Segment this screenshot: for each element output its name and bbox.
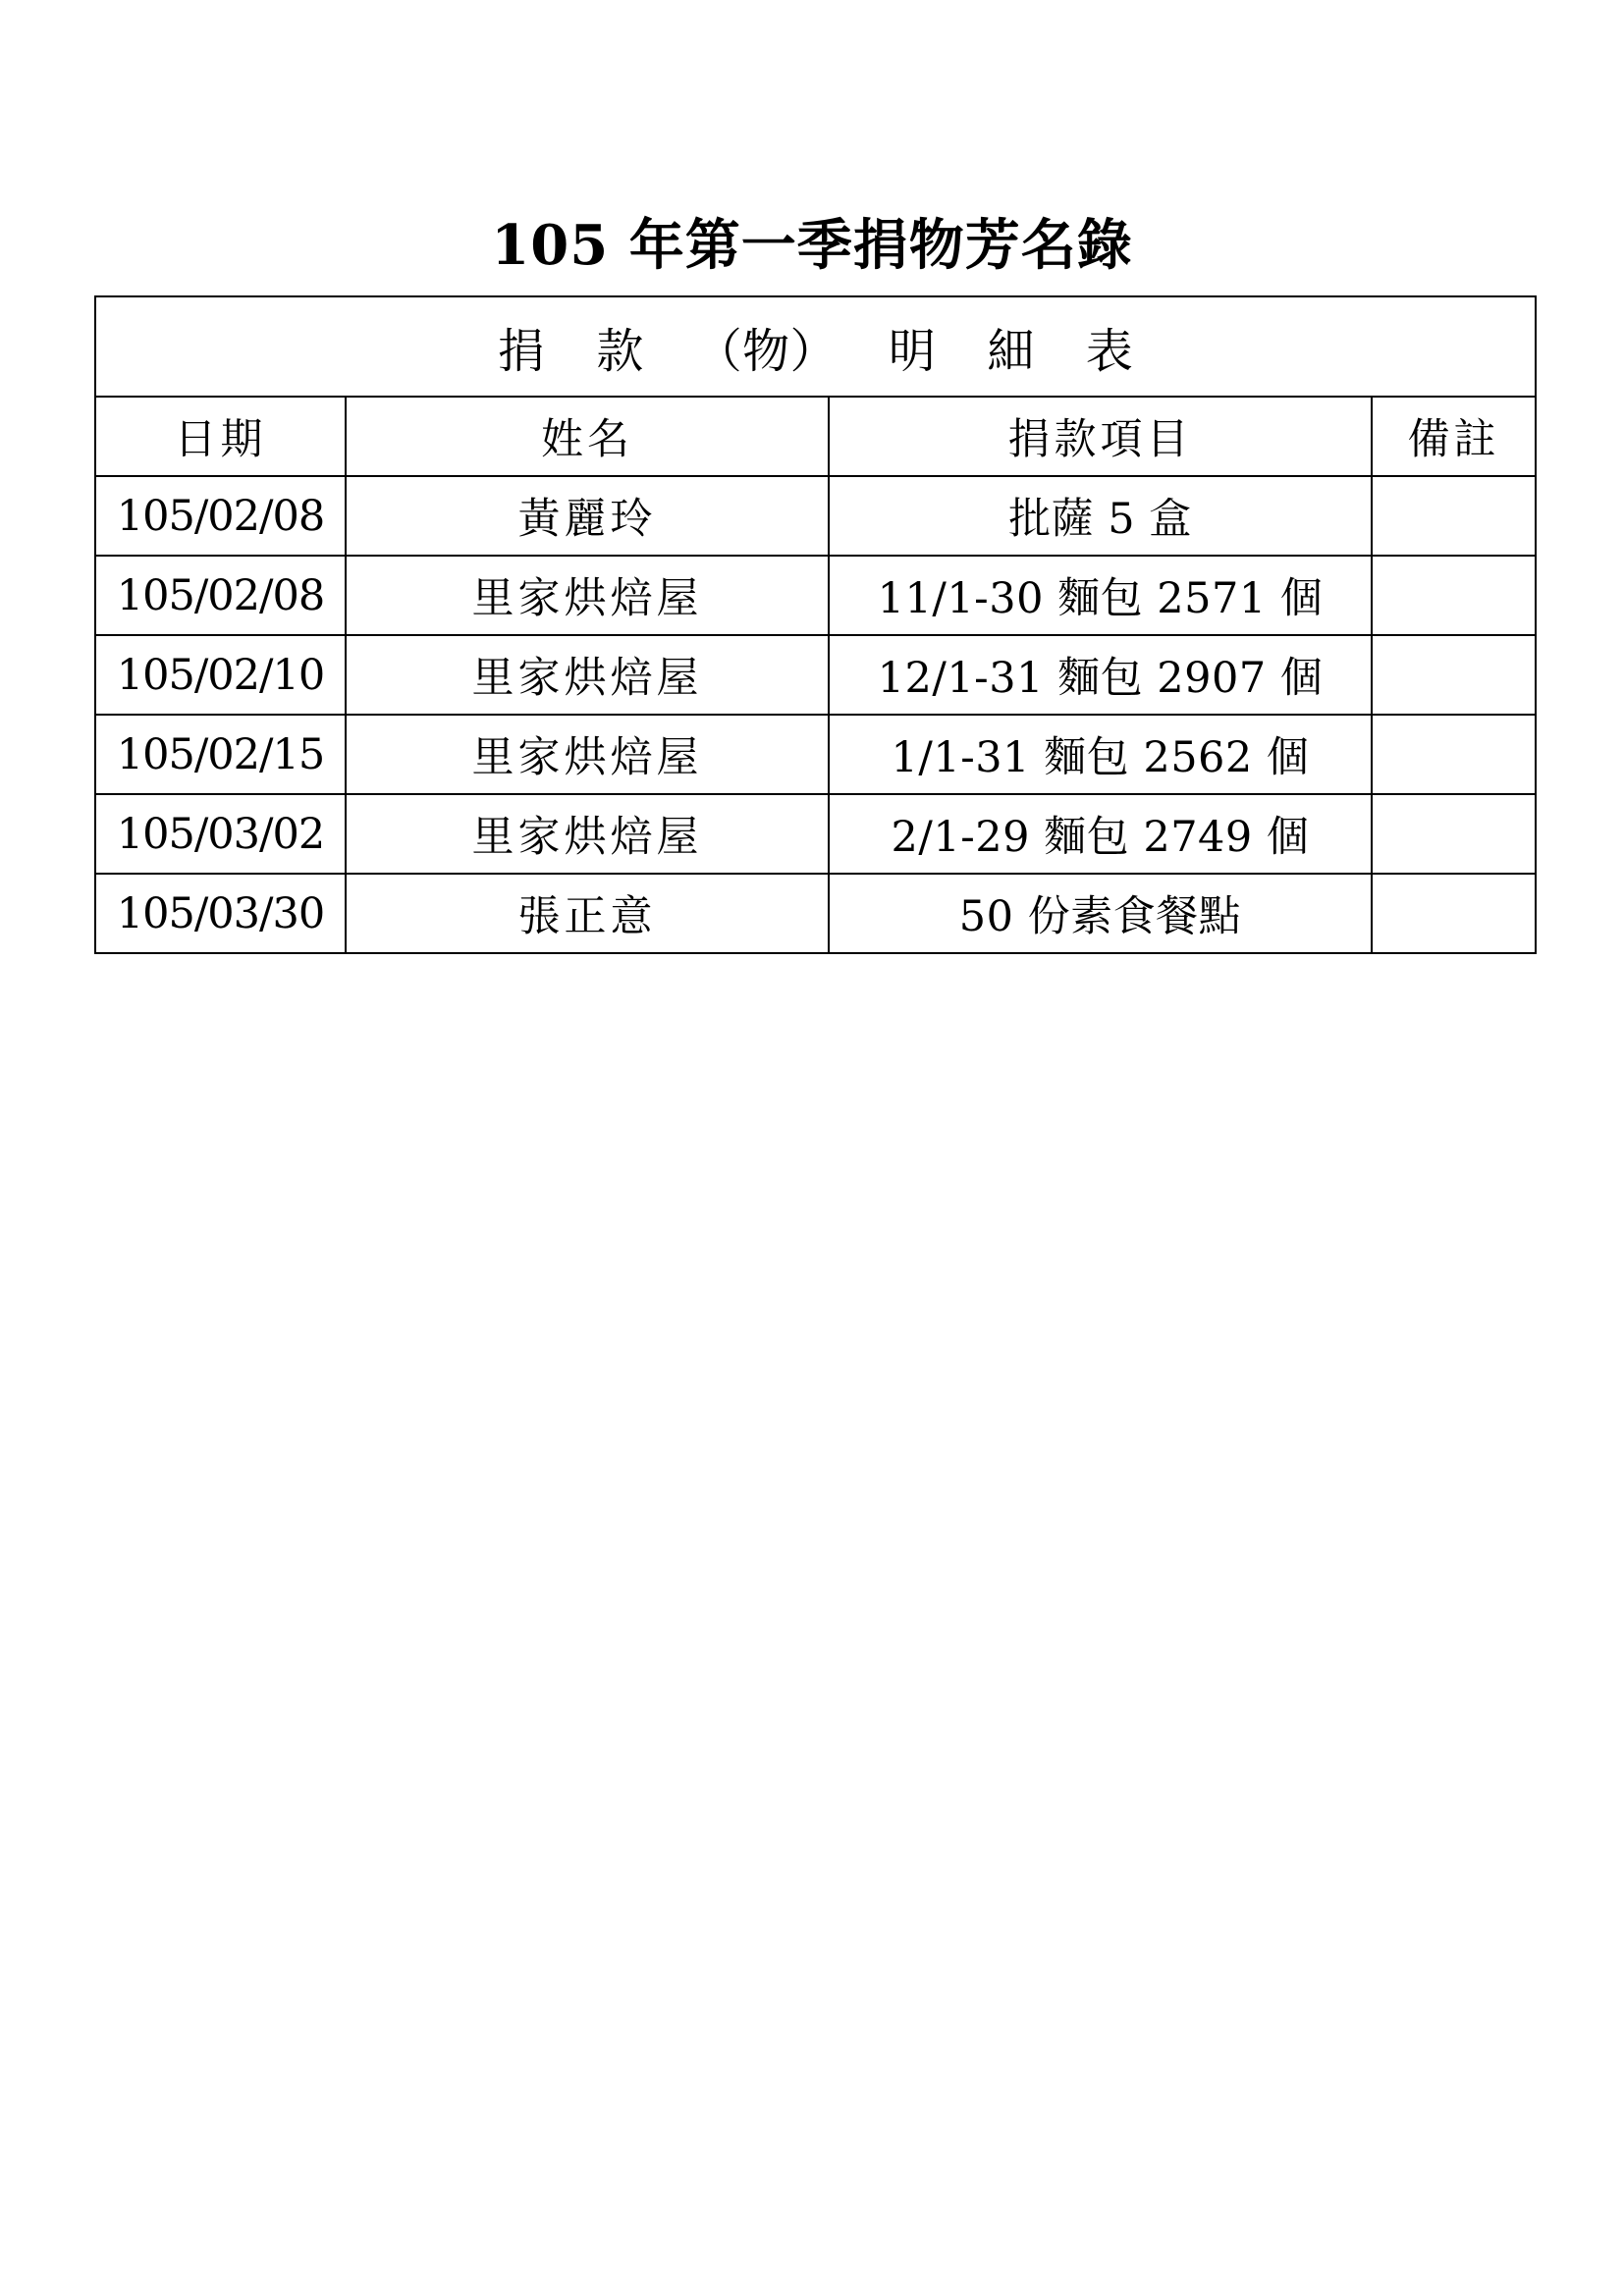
date-cell: 105/03/30 [95,874,346,953]
table-caption [95,296,1536,397]
name-cell: 黃麗玲 [346,476,829,556]
table-caption-row [95,296,1536,397]
donation-table [94,295,1537,954]
table-header-row [95,397,1536,476]
column-header-item: 捐款項目 [829,397,1372,476]
note-cell [1372,874,1536,953]
name-cell: 里家烘焙屋 [346,556,829,635]
table-caption-char-1: 捐 [497,323,546,379]
date-cell: 105/02/08 [95,476,346,556]
date-cell: 105/02/15 [95,715,346,794]
column-header-date: 日期 [95,397,346,476]
date-cell: 105/02/10 [95,635,346,715]
name-cell: 里家烘焙屋 [346,715,829,794]
table-row [95,556,1536,635]
table-caption-char-4: 明 [888,323,937,379]
note-cell [1372,715,1536,794]
table-caption-char-2: 款 [596,323,644,379]
note-cell [1372,556,1536,635]
note-cell [1372,794,1536,874]
document-title: 105 年第一季捐物芳名錄 [491,213,1133,278]
table-caption-char-5: 細 [987,323,1035,379]
note-cell [1372,635,1536,715]
item-cell: 12/1-31 麵包 2907 個 [829,635,1372,715]
table-row [95,715,1536,794]
note-cell [1372,476,1536,556]
name-cell: 里家烘焙屋 [346,794,829,874]
table-row [95,476,1536,556]
item-cell: 11/1-30 麵包 2571 個 [829,556,1372,635]
item-cell: 2/1-29 麵包 2749 個 [829,794,1372,874]
column-header-note: 備註 [1372,397,1536,476]
table-caption-char-6: 表 [1085,323,1134,379]
item-cell: 批薩 5 盒 [829,476,1372,556]
item-cell: 1/1-31 麵包 2562 個 [829,715,1372,794]
item-cell: 50 份素食餐點 [829,874,1372,953]
table-caption-char-3: （物） [694,323,838,379]
date-cell: 105/02/08 [95,556,346,635]
date-cell: 105/03/02 [95,794,346,874]
name-cell: 里家烘焙屋 [346,635,829,715]
name-cell: 張正意 [346,874,829,953]
table-row [95,874,1536,953]
column-header-name: 姓名 [346,397,829,476]
table-row [95,635,1536,715]
table-row [95,794,1536,874]
